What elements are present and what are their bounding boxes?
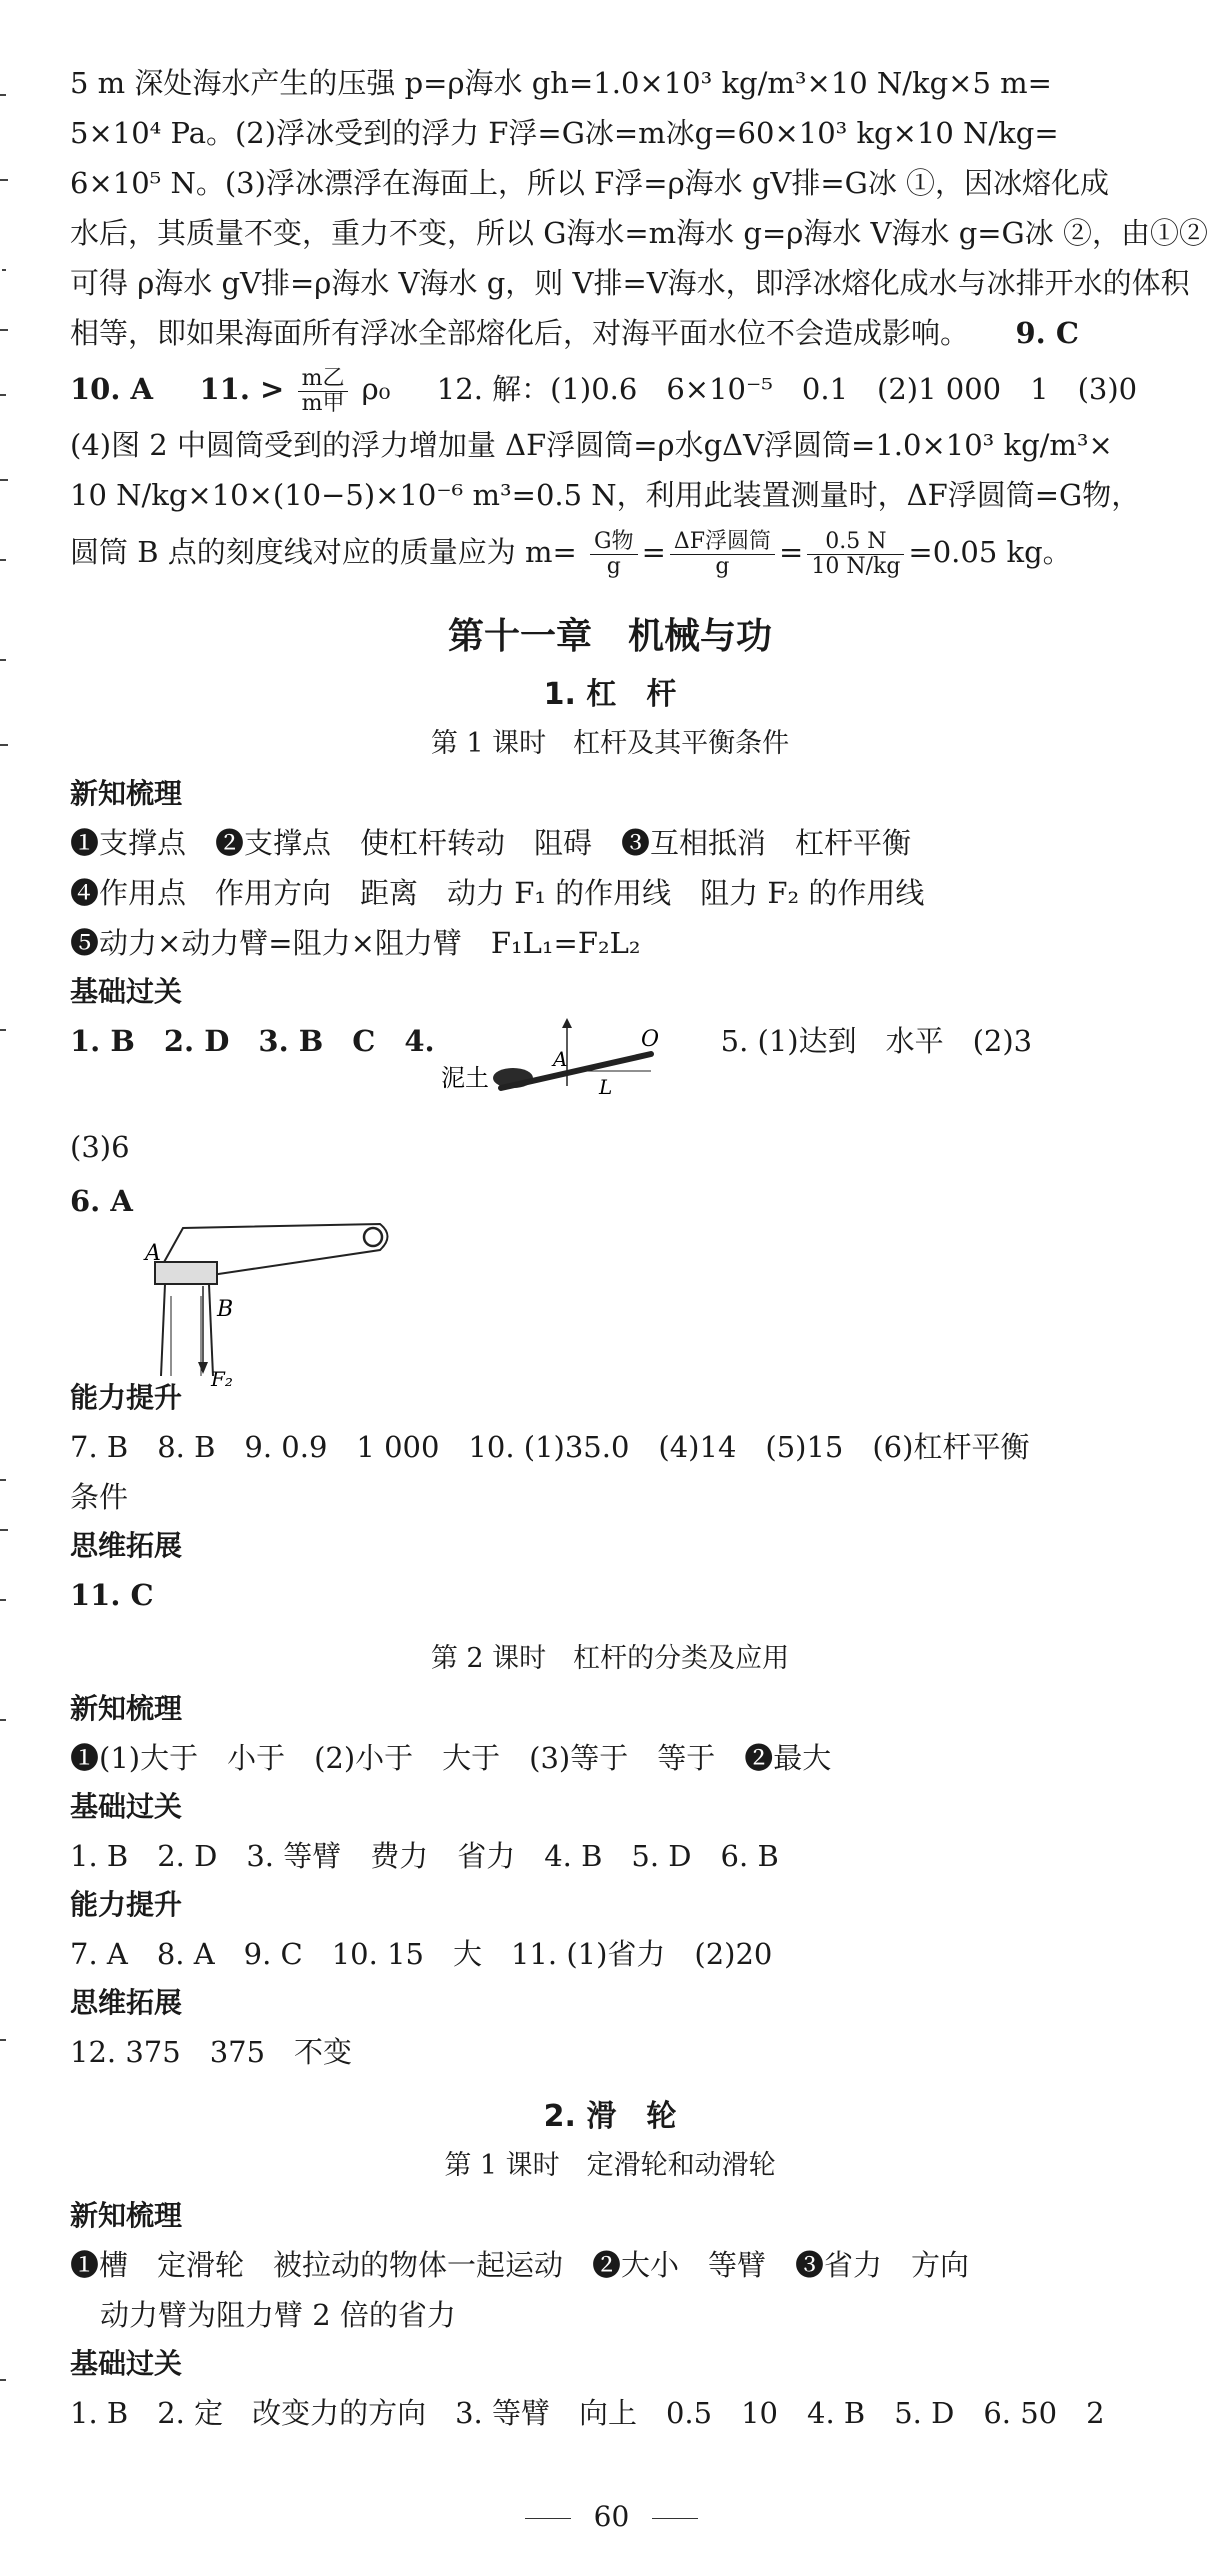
- answer-11-rho: ρ₀: [361, 372, 391, 406]
- heading-thinking: 思维拓展: [70, 1986, 183, 2019]
- lesson-1-block: [70, 770, 1150, 1620]
- lever-pivot: [364, 1228, 382, 1246]
- section-title: 1. 杠 杆: [543, 677, 677, 712]
- lesson-title: 第 1 课时 杠杆及其平衡条件: [430, 728, 790, 759]
- intro-line: 5×10⁴ Pa。(2)浮冰受到的浮力 F浮=G冰=m冰g=60×10³ kg×10 N/kg=: [70, 116, 1059, 150]
- part4-line: 圆筒 B 点的刻度线对应的质量应为 m= $\frac{\text{G物}}{g}$ = $\frac{\text{ΔF浮圆筒}}{g}$ = $\frac{0.5 N}{10 N/kg}$ =0.05 kg。: [70, 528, 1072, 579]
- section-title: 2. 滑 轮: [543, 2099, 677, 2134]
- intro-block: [70, 58, 1208, 358]
- answer-5-part3: (3)6: [70, 1130, 130, 1164]
- lever-figure-6: [75, 1206, 395, 1396]
- page-number: 60: [593, 2500, 630, 2533]
- thinking-answers: 12. 375 375 不变: [70, 2035, 353, 2069]
- fraction-delta-f: [670, 530, 775, 579]
- ability-answers-cont: 条件: [70, 1480, 129, 1514]
- fraction-denominator: 10 N/kg: [811, 553, 901, 579]
- new-knowledge-line: ❶槽 定滑轮 被拉动的物体一起运动 ❷大小 等臂 ❸省力 方向: [70, 2248, 970, 2282]
- ability-answers: 7. B 8. B 9. 0.9 1 000 10. (1)35.0 (4)14 (5)15 (6)杠杆平衡: [70, 1430, 1030, 1464]
- lever-shovel-figure: [441, 1016, 681, 1116]
- basic-answers: 1. B 2. D 3. 等臂 费力 省力 4. B 5. D 6. B: [70, 1839, 779, 1873]
- footer-dash: [652, 2518, 698, 2519]
- new-knowledge-line: 动力臂为阻力臂 2 倍的省力: [100, 2298, 456, 2332]
- lesson-3-block: [70, 2192, 1150, 2438]
- intro-line: 5 m 深处海水产生的压强 p=ρ海水 gh=1.0×10³ kg/m³×10 N/kg×5 m=: [70, 66, 1052, 100]
- answers-10-12: [70, 358, 1150, 420]
- bottle-side: [209, 1284, 213, 1376]
- heading-basic: 基础过关: [70, 1790, 183, 1823]
- intro-line: 水后，其质量不变，重力不变，所以 G海水=m海水 g=ρ海水 V海水 g=G冰 ②，由①②: [70, 216, 1208, 250]
- chapter-title: 第十一章 机械与功: [447, 616, 772, 657]
- heading-thinking: 思维拓展: [70, 1529, 183, 1562]
- basic-answers-row: [70, 1016, 1150, 1116]
- answer-6: 6. A: [70, 1184, 133, 1218]
- fraction-m-ratio: [298, 367, 349, 416]
- new-knowledge-line: ❹作用点 作用方向 距离 动力 F₁ 的作用线 阻力 F₂ 的作用线: [70, 876, 925, 910]
- fraction-denominator: g: [715, 553, 730, 579]
- force-f2-arrowhead: [198, 1362, 208, 1374]
- label-O: O: [640, 1027, 659, 1052]
- fraction-denominator: m甲: [301, 390, 345, 416]
- intro-line: 可得 ρ海水 gV排=ρ海水 V海水 g，则 V排=V海水，即浮冰熔化成水与冰排开水的体积: [70, 266, 1190, 300]
- heading-new-knowledge: 新知梳理: [70, 1692, 183, 1725]
- part4-result: =0.05 kg。: [908, 535, 1072, 569]
- heading-new-knowledge: 新知梳理: [70, 2199, 183, 2232]
- answer-10: 10. A: [70, 372, 154, 406]
- fraction-values: [807, 530, 904, 579]
- fraction-denominator: g: [606, 553, 621, 579]
- heading-ability: 能力提升: [70, 1381, 183, 1414]
- thinking-answers: 11. C: [70, 1578, 154, 1612]
- new-knowledge-line: ❶支撑点 ❷支撑点 使杠杆转动 阻碍 ❸互相抵消 杠杆平衡: [70, 826, 912, 860]
- label-F2: F₂: [210, 1367, 233, 1391]
- fraction-numerator: m乙: [298, 367, 349, 392]
- heading-basic: 基础过关: [70, 975, 183, 1008]
- intro-line: [70, 308, 1150, 358]
- new-knowledge-line: ❶(1)大于 小于 (2)小于 大于 (3)等于 等于 ❷最大: [70, 1741, 832, 1775]
- answer-12: 12. 解：(1)0.6 6×10⁻⁵ 0.1 (2)1 000 1 (3)0: [436, 372, 1138, 406]
- bottle-cap: [155, 1262, 217, 1284]
- basic-answers: 1. B 2. D 3. B C 4.: [70, 1024, 435, 1058]
- heading-ability: 能力提升: [70, 1888, 183, 1921]
- lesson-title: 第 1 课时 定滑轮和动滑轮: [444, 2150, 776, 2181]
- answer-5: 5. (1)达到 水平 (2)3: [720, 1024, 1033, 1058]
- fraction-numerator: 0.5 N: [807, 530, 904, 555]
- footer-dash: [525, 2518, 571, 2519]
- intro-line: 6×10⁵ N。(3)浮冰漂浮在海面上，所以 F浮=ρ海水 gV排=G冰 ①，因冰熔化成: [70, 166, 1110, 200]
- label-A: A: [552, 1047, 568, 1071]
- binding-edge-marks: [0, 0, 30, 2563]
- force-arrowhead: [562, 1018, 572, 1028]
- fraction-numerator: G物: [590, 530, 638, 555]
- lesson-2-block: [70, 1685, 1150, 2077]
- fraction-numerator: ΔF浮圆筒: [670, 530, 775, 555]
- answer-12-part4: [70, 420, 1150, 584]
- intro-line-text: 相等，即如果海面所有浮冰全部熔化后，对海平面水位不会造成影响。: [70, 316, 970, 350]
- label-soil: 泥土: [440, 1064, 489, 1092]
- part4-text: 圆筒 B 点的刻度线对应的质量应为 m=: [70, 535, 577, 569]
- answer-11: 11. >: [199, 372, 285, 406]
- answer-9: 9. C: [1015, 316, 1079, 350]
- fraction-g-object: [590, 530, 638, 579]
- heading-new-knowledge: 新知梳理: [70, 777, 183, 810]
- part4-line: 10 N/kg×10×(10−5)×10⁻⁶ m³=0.5 N，利用此装置测量时，ΔF浮圆筒=G物，: [70, 478, 1141, 512]
- ability-answers: 7. A 8. A 9. C 10. 15 大 11. (1)省力 (2)20: [70, 1937, 773, 1971]
- answer-6-row: [70, 1176, 1150, 1391]
- bottle-side: [161, 1284, 165, 1376]
- label-B: B: [216, 1297, 234, 1322]
- label-L: L: [598, 1075, 612, 1099]
- new-knowledge-line: ❺动力×动力臂=阻力×阻力臂 F₁L₁=F₂L₂: [70, 926, 641, 960]
- heading-basic: 基础过关: [70, 2347, 183, 2380]
- part4-line: (4)图 2 中圆筒受到的浮力增加量 ΔF浮圆筒=ρ水gΔV浮圆筒=1.0×10³ kg/m³×: [70, 428, 1113, 462]
- page-footer: [0, 2500, 1223, 2533]
- basic-answers: 1. B 2. 定 改变力的方向 3. 等臂 向上 0.5 10 4. B 5. D 6. 50 2: [70, 2396, 1105, 2430]
- lesson-title: 第 2 课时 杠杆的分类及应用: [430, 1643, 790, 1674]
- answer-content: [70, 58, 1208, 2438]
- label-A: A: [144, 1241, 161, 1266]
